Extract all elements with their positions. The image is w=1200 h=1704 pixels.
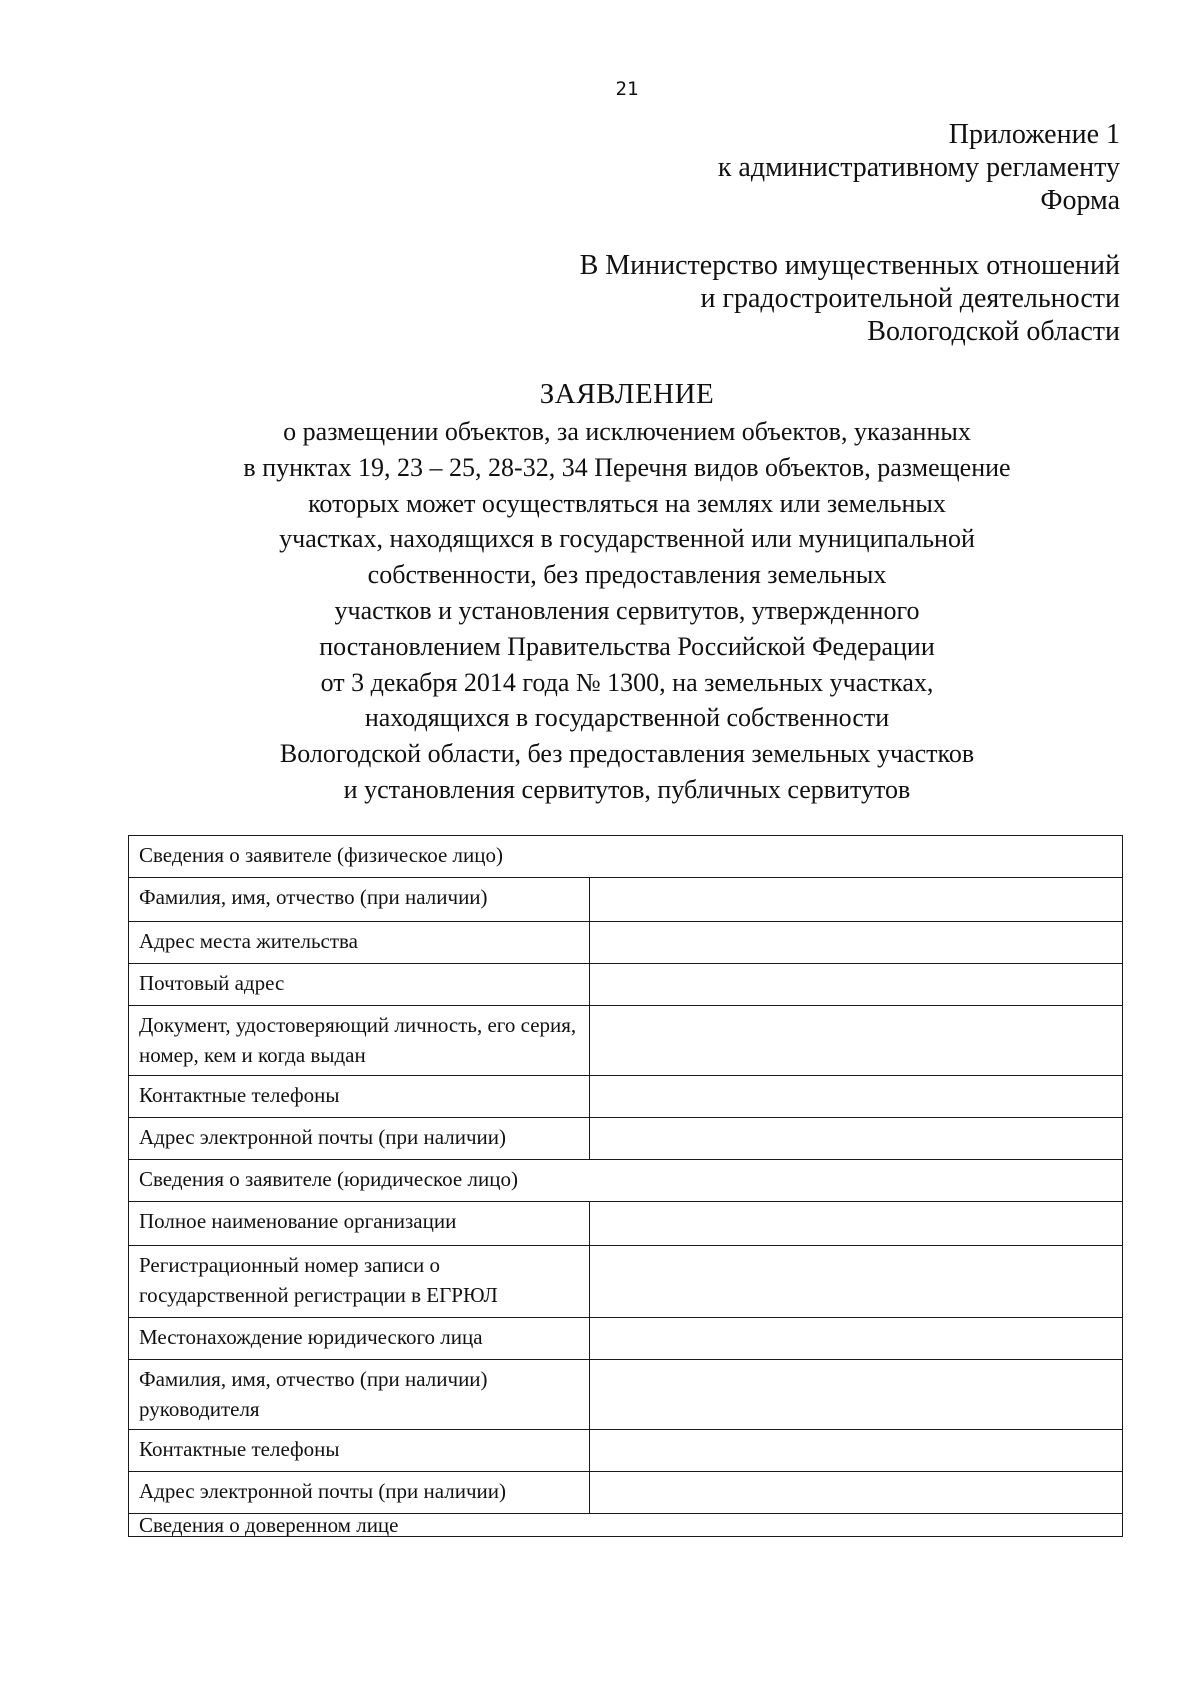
subtitle-line: от 3 декабря 2014 года № 1300, на земельных участках, xyxy=(320,667,934,697)
addressee-line-1: В Министерство имущественных отношений xyxy=(579,250,1120,281)
table-row xyxy=(129,1318,1123,1360)
field-label: Регистрационный номер записи о государственной регистрации в ЕГРЮЛ xyxy=(129,1246,590,1318)
addressee-line-3: Вологодской области xyxy=(867,316,1120,347)
field-label: Адрес электронной почты (при наличии) xyxy=(129,1472,590,1514)
subtitle-line: о размещении объектов, за исключением объектов, указанных xyxy=(283,417,971,446)
table-row xyxy=(129,1076,1123,1118)
subtitle-line: которых может осуществляться на землях или земельных xyxy=(308,488,946,518)
field-label: Адрес электронной почты (при наличии) xyxy=(129,1118,590,1160)
addressee-line-2: и градостроительной деятельности xyxy=(700,283,1120,314)
subtitle-line: и установления сервитутов, публичных сервитутов xyxy=(343,774,911,804)
postal-address-field[interactable] xyxy=(590,964,1123,1006)
table-row xyxy=(129,964,1123,1006)
section-row-individual xyxy=(129,836,1123,878)
appendix-header xyxy=(718,118,1120,217)
subtitle-line: участков и установления сервитутов, утвержденного xyxy=(334,595,920,625)
subtitle-line: в пунктах 19, 23 – 25, 28-32, 34 Перечня видов объектов, размещение xyxy=(243,452,1011,482)
field-label: Местонахождение юридического лица xyxy=(129,1318,590,1360)
legal-address-field[interactable] xyxy=(590,1318,1123,1360)
table-row xyxy=(129,1360,1123,1430)
document-title: ЗАЯВЛЕНИЕ xyxy=(539,378,715,410)
identity-document-field[interactable] xyxy=(590,1006,1123,1076)
field-label: Фамилия, имя, отчество (при наличии) xyxy=(129,878,590,922)
appendix-line-1: Приложение 1 xyxy=(948,119,1120,150)
applicant-form-table xyxy=(128,835,1123,1537)
field-label: Документ, удостоверяющий личность, его серия, номер, кем и когда выдан xyxy=(129,1006,590,1076)
table-row xyxy=(129,1006,1123,1076)
director-name-field[interactable] xyxy=(590,1360,1123,1430)
addressee-block xyxy=(580,249,1120,348)
table-row xyxy=(129,1118,1123,1160)
subtitle-line: собственности, без предоставления земельных xyxy=(367,560,887,590)
appendix-line-3: Форма xyxy=(1040,185,1120,216)
field-label: Полное наименование организации xyxy=(129,1202,590,1246)
appendix-line-2: к административному регламенту xyxy=(717,152,1120,183)
table-row xyxy=(129,1472,1123,1514)
subtitle-line: Вологодской области, без предоставления земельных участков xyxy=(279,739,975,769)
field-label: Почтовый адрес xyxy=(129,964,590,1006)
table-row xyxy=(129,922,1123,964)
field-label: Контактные телефоны xyxy=(129,1430,590,1472)
full-name-field[interactable] xyxy=(590,878,1123,922)
section-header-legal: Сведения о заявителе (юридическое лицо) xyxy=(129,1160,1123,1202)
organization-name-field[interactable] xyxy=(590,1202,1123,1246)
subtitle-line: постановлением Правительства Российской Федерации xyxy=(319,631,935,661)
field-label: Адрес места жительства xyxy=(129,922,590,964)
page-number: 21 xyxy=(615,78,639,100)
subtitle-line: находящихся в государственной собственности xyxy=(364,703,890,733)
table-row xyxy=(129,878,1123,922)
section-row-proxy xyxy=(129,1514,1123,1537)
section-row-legal xyxy=(129,1160,1123,1202)
subtitle-line: участках, находящихся в государственной или муниципальной xyxy=(279,524,975,554)
section-header-individual: Сведения о заявителе (физическое лицо) xyxy=(129,836,1123,878)
section-header-proxy: Сведения о доверенном лице xyxy=(129,1514,1123,1537)
residence-address-field[interactable] xyxy=(590,922,1123,964)
table-row xyxy=(129,1430,1123,1472)
email-field[interactable] xyxy=(590,1118,1123,1160)
field-label: Фамилия, имя, отчество (при наличии) руководителя xyxy=(129,1360,590,1430)
egrul-number-field[interactable] xyxy=(590,1246,1123,1318)
field-label: Контактные телефоны xyxy=(129,1076,590,1118)
legal-email-field[interactable] xyxy=(590,1472,1123,1514)
legal-phone-field[interactable] xyxy=(590,1430,1123,1472)
document-subtitle xyxy=(0,414,1200,808)
phone-field[interactable] xyxy=(590,1076,1123,1118)
table-row xyxy=(129,1246,1123,1318)
table-row xyxy=(129,1202,1123,1246)
